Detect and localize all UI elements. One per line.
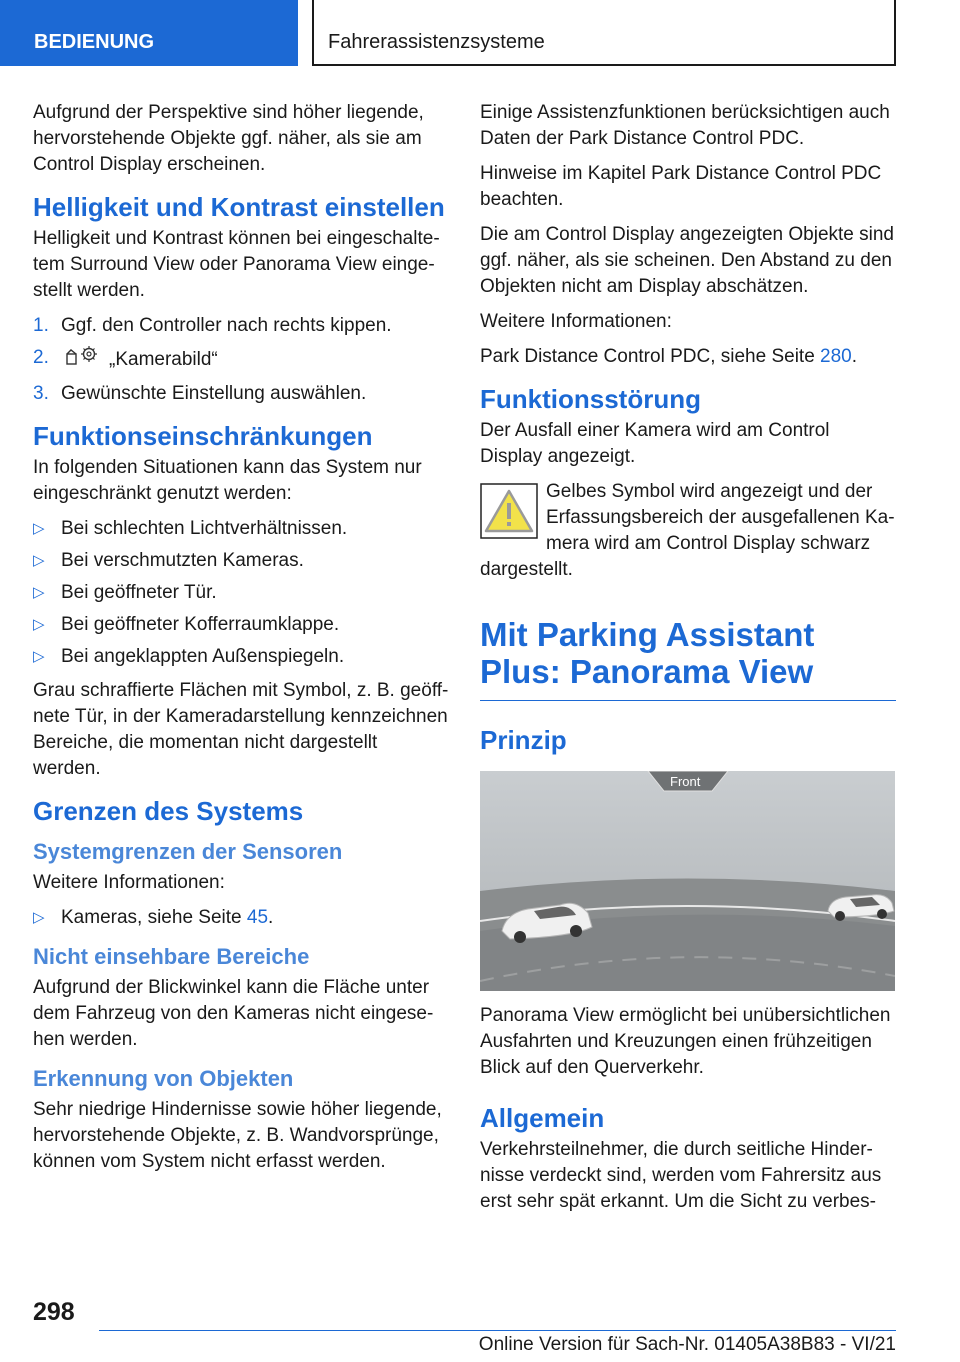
sensor-limits-list xyxy=(33,905,449,931)
object-detection-text: Sehr niedrige Hindernisse sowie höher liegende, hervorstehende Objekte, z. B. Wandvorsprünge, können vom System nicht erfasst werden. xyxy=(33,1099,442,1172)
list-item: ▷ Bei geöffneter Tür. xyxy=(33,580,449,606)
step-item xyxy=(33,381,449,407)
step-item xyxy=(33,345,449,375)
heading-limitations: Funktionseinschränkungen xyxy=(33,421,373,451)
sensor-limits-text: Weitere Informationen: xyxy=(33,872,225,893)
brightness-text: Helligkeit und Kontrast können bei eingeschaltetem Surround View oder Panorama View eingestellt werden. xyxy=(33,228,440,301)
list-item: ▷ Kameras, siehe Seite 45. xyxy=(33,905,449,931)
step-text: „Kamerabild“ xyxy=(109,349,218,370)
hatched-areas-text: Grau schraffierte Flächen mit Symbol, z. B. geöffnete Tür, in der Kameradarstellung kennzeichnen Bereiche, die momentan nicht dargestellt werden. xyxy=(33,680,449,779)
intro-paragraph: Aufgrund der Perspektive sind höher liegende, hervorstehende Objekte ggf. näher, als sie am Control Display erscheinen. xyxy=(33,102,424,175)
right-column xyxy=(480,100,896,1224)
heading-general: Allgemein xyxy=(480,1103,605,1133)
list-item: ▷ Bei schlechten Lichtverhältnissen. xyxy=(33,516,449,542)
warning-text: Gelbes Symbol wird angezeigt und der Erfassungsbereich der ausgefallenen Kamera wird am Control Display schwarz dargestellt. xyxy=(480,481,895,580)
warning-triangle-icon xyxy=(480,483,538,539)
page-link-280[interactable]: 280 xyxy=(820,346,852,367)
heading-brightness: Helligkeit und Kontrast einstellen xyxy=(33,192,445,222)
heading-panorama-view: Mit Parking Assistant Plus: Panorama View xyxy=(480,616,896,701)
triangle-bullet-icon: ▷ xyxy=(33,616,45,633)
header-chapter-title: Fahrerassistenzsysteme xyxy=(312,0,896,66)
page-link-45[interactable]: 45 xyxy=(246,907,269,928)
step-number: 3. xyxy=(33,383,49,404)
footer-version-text: Online Version für Sach-Nr. 01405A38B83 - VI/21 xyxy=(478,1334,896,1355)
heading-sensor-limits: Systemgrenzen der Sensoren xyxy=(33,839,343,864)
pdc-paragraph: Einige Assistenzfunktionen berücksichtigen auch Daten der Park Distance Control PDC. xyxy=(480,102,890,149)
triangle-bullet-icon: ▷ xyxy=(33,520,45,537)
hidden-areas-text: Aufgrund der Blickwinkel kann die Fläche unter dem Fahrzeug von den Kameras nicht eingesehen werden. xyxy=(33,977,434,1050)
step-item xyxy=(33,313,449,339)
triangle-bullet-icon: ▷ xyxy=(33,584,45,601)
limitations-list xyxy=(33,516,449,670)
list-item: ▷ Bei geöffneter Kofferraumklappe. xyxy=(33,612,449,638)
distance-paragraph: Die am Control Display angezeigten Objekte sind ggf. näher, als sie scheinen. Den Abstand zu den Objekten nicht am Display abschätzen. xyxy=(480,224,894,297)
triangle-bullet-icon: ▷ xyxy=(33,648,45,665)
figure-label-front: Front xyxy=(670,774,701,789)
list-item: ▷ Bei angeklappten Außenspiegeln. xyxy=(33,644,449,670)
heading-object-detection: Erkennung von Objekten xyxy=(33,1066,294,1091)
step-number: 2. xyxy=(33,347,49,368)
pdc-reference: Park Distance Control PDC, siehe Seite 280. xyxy=(480,346,858,367)
step-text: Gewünschte Einstellung auswählen. xyxy=(61,383,367,404)
panorama-view-figure xyxy=(480,771,895,991)
limitations-text: In folgenden Situationen kann das System nur eingeschränkt genutzt werden: xyxy=(33,457,422,504)
malfunction-text: Der Ausfall einer Kamera wird am Control Display angezeigt. xyxy=(480,420,830,467)
heading-hidden-areas: Nicht einsehbare Bereiche xyxy=(33,944,310,969)
general-text: Verkehrsteilnehmer, die durch seitliche Hindernisse verdeckt sind, werden vom Fahrersitz aus erst sehr spät erkannt. Um die Sicht zu verbes- xyxy=(480,1139,882,1212)
more-info-label: Weitere Informationen: xyxy=(480,311,672,332)
heading-system-limits: Grenzen des Systems xyxy=(33,796,304,826)
principle-text: Panorama View ermöglicht bei unübersichtlichen Ausfahrten und Kreuzungen einen frühzeitigen Blick auf den Querverkehr. xyxy=(480,1005,891,1078)
pdc-hint-paragraph: Hinweise im Kapitel Park Distance Control PDC beachten. xyxy=(480,163,882,210)
heading-principle: Prinzip xyxy=(480,725,567,755)
brightness-steps xyxy=(33,313,449,407)
page-number: 298 xyxy=(33,1298,75,1326)
step-number: 1. xyxy=(33,315,49,336)
step-text: Ggf. den Controller nach rechts kippen. xyxy=(61,315,392,336)
triangle-bullet-icon: ▷ xyxy=(33,552,45,569)
header-section-tab: BEDIENUNG xyxy=(0,0,298,66)
left-column xyxy=(33,100,449,1184)
footer-divider xyxy=(99,1330,896,1331)
triangle-bullet-icon: ▷ xyxy=(33,909,45,926)
heading-malfunction: Funktionsstörung xyxy=(480,384,701,414)
camera-settings-icon xyxy=(65,345,99,375)
warning-note xyxy=(480,479,896,592)
list-item: ▷ Bei verschmutzten Kameras. xyxy=(33,548,449,574)
